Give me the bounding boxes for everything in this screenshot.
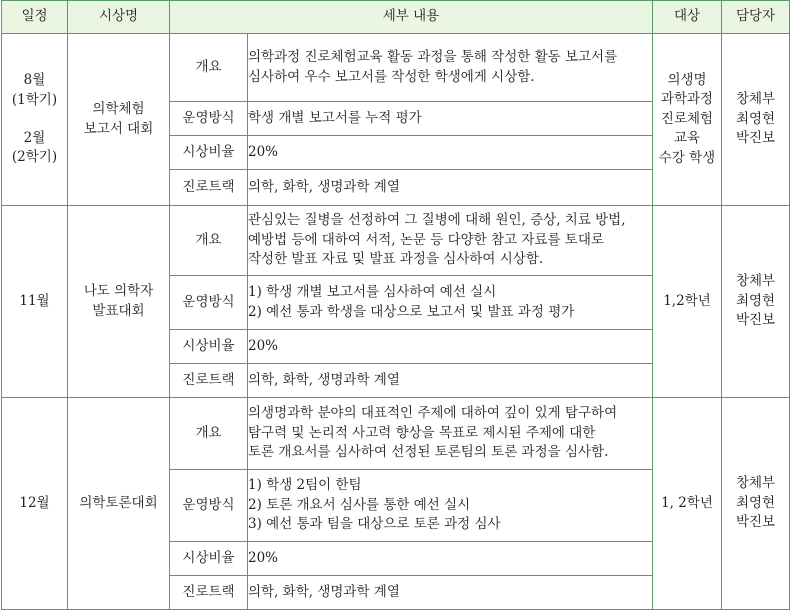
row-content: 관심있는 질병을 선정하여 그 질병에 대해 원인, 증상, 치료 방법, 예방법 등에 대하여 서적, 논문 등 다양한 참고 자료를 토대로 작성한 발표 자료 및 발표 과정을 심사하여 시상함. bbox=[248, 206, 653, 276]
event-block bbox=[2, 206, 790, 398]
event-block bbox=[2, 398, 790, 610]
row-content: 학생 개별 보고서를 누적 평가 bbox=[248, 102, 653, 136]
event-block bbox=[2, 34, 790, 206]
row-content: 의학, 화학, 생명과학 계열 bbox=[248, 576, 653, 610]
row-content: 20% bbox=[248, 136, 653, 170]
row-label: 개요 bbox=[170, 398, 248, 470]
event-date: 12월 bbox=[2, 398, 68, 610]
event-award-name: 나도 의학자 발표대회 bbox=[68, 206, 170, 398]
row-content: 의생명과학 분야의 대표적인 주제에 대하여 깊이 있게 탐구하여 탐구력 및 논리적 사고력 향상을 목표로 제시된 주제에 대한 토론 개요서를 심사하여 선정된 토론팀의 토론 과정을 심사함. bbox=[248, 398, 653, 470]
row-label: 진로트랙 bbox=[170, 576, 248, 610]
table-row bbox=[2, 398, 790, 470]
header-detail: 세부 내용 bbox=[170, 1, 653, 34]
row-content: 20% bbox=[248, 542, 653, 576]
award-schedule-table bbox=[1, 0, 790, 610]
row-label: 진로트랙 bbox=[170, 170, 248, 206]
row-content: 의학, 화학, 생명과학 계열 bbox=[248, 364, 653, 398]
row-label: 운영방식 bbox=[170, 470, 248, 542]
row-label: 시상비율 bbox=[170, 136, 248, 170]
row-label: 개요 bbox=[170, 34, 248, 102]
row-content: 1) 학생 2팀이 한팀 2) 토론 개요서 심사를 통한 예선 실시 3) 예선 통과 팀을 대상으로 토론 과정 심사 bbox=[248, 470, 653, 542]
header-date: 일정 bbox=[2, 1, 68, 34]
row-content: 1) 학생 개별 보고서를 심사하여 예선 실시 2) 예선 통과 학생을 대상으로 보고서 및 발표 과정 평가 bbox=[248, 276, 653, 330]
header-award: 시상명 bbox=[68, 1, 170, 34]
event-date: 8월 (1학기) 2월 (2학기) bbox=[2, 34, 68, 206]
event-target: 의생명 과학과정 진로체험 교육 수강 학생 bbox=[653, 34, 722, 206]
row-label: 개요 bbox=[170, 206, 248, 276]
header-manager: 담당자 bbox=[722, 1, 790, 34]
row-content: 의학과정 진로체험교육 활동 과정을 통해 작성한 활동 보고서를 심사하여 우수 보고서를 작성한 학생에게 시상함. bbox=[248, 34, 653, 102]
row-label: 진로트랙 bbox=[170, 364, 248, 398]
event-target: 1, 2학년 bbox=[653, 398, 722, 610]
row-label: 시상비율 bbox=[170, 330, 248, 364]
row-label: 시상비율 bbox=[170, 542, 248, 576]
table-row bbox=[2, 206, 790, 276]
row-label: 운영방식 bbox=[170, 102, 248, 136]
event-award-name: 의학체험 보고서 대회 bbox=[68, 34, 170, 206]
event-manager: 창체부 최영현 박진보 bbox=[722, 398, 790, 610]
event-manager: 창체부 최영현 박진보 bbox=[722, 34, 790, 206]
header-target: 대상 bbox=[653, 1, 722, 34]
event-award-name: 의학토론대회 bbox=[68, 398, 170, 610]
row-content: 20% bbox=[248, 330, 653, 364]
row-content: 의학, 화학, 생명과학 계열 bbox=[248, 170, 653, 206]
event-target: 1,2학년 bbox=[653, 206, 722, 398]
row-label: 운영방식 bbox=[170, 276, 248, 330]
header-row bbox=[2, 1, 790, 34]
event-date: 11월 bbox=[2, 206, 68, 398]
event-manager: 창체부 최영현 박진보 bbox=[722, 206, 790, 398]
table-row bbox=[2, 34, 790, 102]
